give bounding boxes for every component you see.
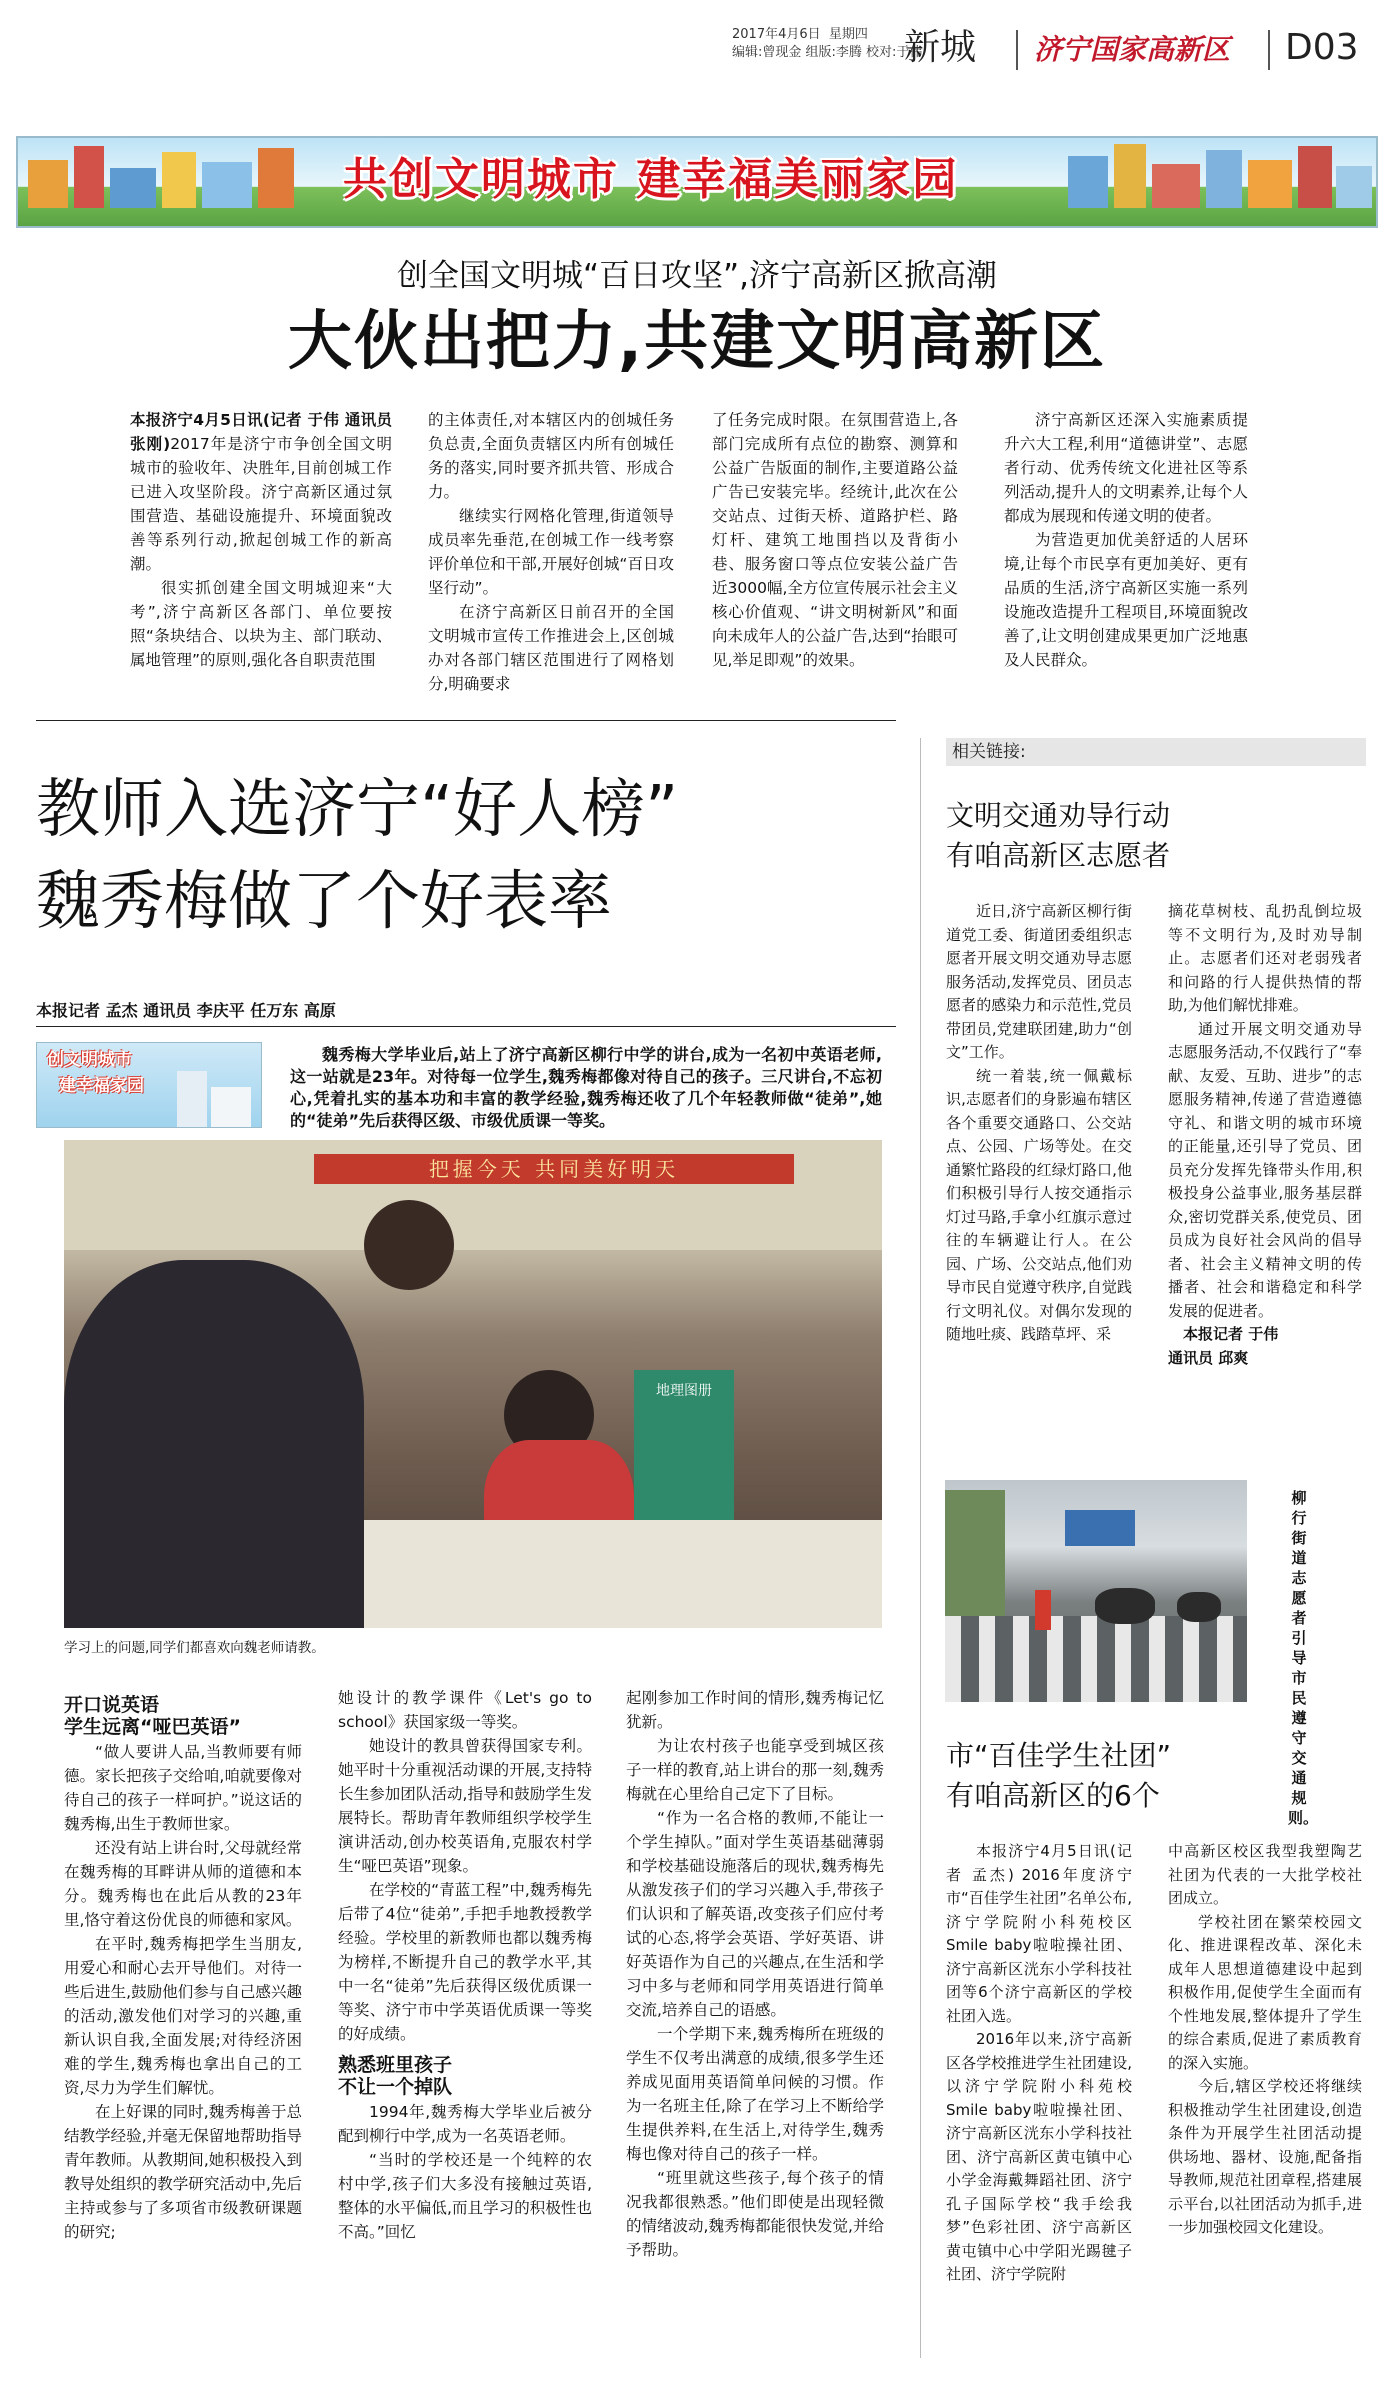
article-text: 了任务完成时限。在氛围营造上,各部门完成所有点位的勘察、测算和公益广告版面的制作,主要道路公益广告已安装完毕。经统计,此次在公交站点、过街天桥、道路护栏、路灯杆、建筑工地围挡以及背街小巷、服务窗口等点位安装公益广告近3000幅,全方位宣传展示社会主义核心价值观、“讲文明树新风”和面向未成年人的公益广告,达到“抬眼可见,举足即观”的效果。 — [712, 411, 958, 669]
photo-caption: 学习上的问题,同学们都喜欢向魏老师请教。 — [64, 1640, 325, 1656]
top-story-kicker: 创全国文明城“百日攻坚”,济宁高新区掀高潮 — [397, 258, 997, 294]
teacher-col-1 — [64, 1686, 302, 2244]
article-text: 一个学期下来,魏秀梅所在班级的学生不仅考出满意的成绩,很多学生还养成见面用英语简单问候的习惯。作为一名班主任,除了在学习上不断给学生提供养料,在生活上,对待学生,魏秀梅也像对待自己的孩子一样。 — [626, 2025, 884, 2163]
building-graphic — [1114, 144, 1146, 208]
traffic-photo — [945, 1480, 1247, 1702]
teacher-story-headline — [36, 764, 678, 948]
building-graphic — [1152, 164, 1200, 208]
teacher-story-byline: 本报记者 孟杰 通讯员 李庆平 任万东 高原 — [36, 1001, 336, 1020]
column-separator — [920, 738, 921, 2358]
teacher-head — [364, 1200, 454, 1290]
header-weekday: 星期四 — [828, 27, 868, 42]
byline: 通讯员 邱爽 — [1168, 1348, 1249, 1367]
society-col-2 — [1168, 1840, 1362, 2240]
article-text: 2017年是济宁市争创全国文明城市的验收年、决胜年,目前创城工作已进入攻坚阶段。济宁高新区通过氛围营造、基础设施提升、环境面貌改善等系列行动,掀起创城工作的新高潮。 — [130, 435, 392, 573]
article-lead: 魏秀梅大学毕业后,站上了济宁高新区柳行中学的讲台,成为一名初中英语老师,这一站就是23年。对待每一位学生,魏秀梅都像对待自己的孩子。三尺讲台,不忘初心,凭着扎实的基本功和丰富的教学经验,魏秀梅还收了几个年轻教师做“徒弟”,她的“徒弟”先后获得区级、市级优质课一等奖。 — [290, 1045, 882, 1130]
top-story-col-1 — [130, 408, 392, 672]
header-divider — [1268, 30, 1270, 70]
traffic-photo-caption: 柳行街道志愿者引导市民遵守交通规则。 — [1288, 1489, 1319, 1827]
building-graphic — [177, 1071, 207, 1127]
article-text: 在济宁高新区日前召开的全国文明城市宣传工作推进会上,区创城办对各部门辖区范围进行了网格划分,明确要求 — [428, 603, 674, 693]
motorbike-graphic — [1177, 1592, 1221, 1622]
section-divider — [36, 1026, 896, 1027]
article-text: “做人要讲人品,当教师要有师德。家长把孩子交给咱,咱就要像对待自己的孩子一样呵护。”说这话的魏秀梅,出生于教师世家。 — [64, 1743, 302, 1833]
logo-line: 建幸福家园 — [59, 1076, 144, 1096]
header-date: 2017年4月6日 — [732, 27, 821, 42]
logo-line: 创文明城市 — [47, 1050, 132, 1070]
building-graphic — [110, 168, 156, 208]
header-editors: 编辑:曾现金 组版:李腾 校对:于伟 — [732, 45, 923, 60]
building-graphic — [211, 1087, 251, 1127]
byline: 本报记者 于伟 — [1183, 1325, 1279, 1343]
related-headline-1 — [946, 796, 1170, 876]
headline-line: 魏秀梅做了个好表率 — [36, 865, 612, 939]
society-col-1 — [946, 1840, 1132, 2287]
motorbike-graphic — [1095, 1588, 1155, 1624]
page-number: D03 — [1285, 27, 1359, 68]
related-links-label: 相关链接: — [946, 738, 1366, 766]
article-text: 为营造更加优美舒适的人居环境,让每个市民享有更加美好、更有品质的生活,济宁高新区实施一系列设施改造提升工程项目,环境面貌改善了,让文明创建成果更加广泛地惠及人民群众。 — [1004, 531, 1248, 669]
related-col-2 — [1168, 900, 1362, 1370]
top-story-col-3 — [712, 408, 958, 672]
subhead: 学生远离“哑巴英语” — [64, 1716, 241, 1738]
article-text: 的主体责任,对本辖区内的创城任务负总责,全面负责辖区内所有创城任务的落实,同时要齐抓共管、形成合力。 — [428, 411, 674, 501]
headline-line: 有咱高新区的6个 — [946, 1779, 1160, 1812]
article-text: 2016年以来,济宁高新区各学校推进学生社团建设,以济宁学院附小科苑校Smile baby啦啦操社团、济宁高新区洸东小学科技社团、济宁高新区黄屯镇中心小学金海戴舞蹈社团、济宁孔子国际学校“我手绘我梦”色彩社团、济宁高新区黄屯镇中心中学阳光踢毽子社团、济宁学院附 — [946, 2030, 1132, 2283]
article-text: 在上好课的同时,魏秀梅善于总结教学经验,并毫无保留地帮助指导青年教师。从教期间,她积极投入到教导处组织的教学研究活动中,先后主持或参与了多项省市级教研课题的研究; — [64, 2103, 302, 2241]
article-text: “当时的学校还是一个纯粹的农村中学,孩子们大多没有接触过英语,整体的水平偏低,而且学习的积极性也不高。”回忆 — [338, 2151, 592, 2241]
brand-logo: 济宁国家高新区 — [1034, 33, 1231, 66]
article-text: 在平时,魏秀梅把学生当朋友,用爱心和耐心去开导他们。对待一些后进生,鼓励他们参与自己感兴趣的活动,激发他们对学习的兴趣,重新认识自我,全面发展;对待经济困难的学生,魏秀梅也拿出自己的工资,尽力为学生们解忧。 — [64, 1935, 302, 2097]
teacher-story-lead — [290, 1044, 882, 1132]
article-text: 本报济宁4月5日讯(记者 孟杰) 2016年度济宁市“百佳学生社团”名单公布,济宁学院附小科苑校区Smile baby啦啦操社团、济宁高新区洸东小学科技社团等6个济宁高新区的学校社团入选。 — [946, 1842, 1132, 2025]
teacher-col-2 — [338, 1686, 592, 2244]
article-text: 摘花草树枝、乱扔乱倒垃圾等不文明行为,及时劝导制止。志愿者们还对老弱残者和问路的行人提供热情的帮助,为他们解忧排难。 — [1168, 902, 1362, 1014]
campaign-banner — [16, 136, 1378, 228]
article-text: 起刚参加工作时间的情形,魏秀梅记忆犹新。 — [626, 1689, 884, 1731]
article-text: 1994年,魏秀梅大学毕业后被分配到柳行中学,成为一名英语老师。 — [338, 2103, 592, 2145]
section-divider — [36, 720, 896, 721]
volunteer-figure — [1035, 1590, 1051, 1630]
crosswalk — [945, 1616, 1247, 1702]
article-text: 她设计的教具曾获得国家专利。她平时十分重视活动课的开展,支持特长生参加团队活动,指导和鼓励学生发展特长。帮助青年教师组织学校学生演讲活动,创办校英语角,克服农村学生“哑巴英语”现象。 — [338, 1737, 592, 1875]
top-story-col-2 — [428, 408, 674, 696]
article-text: 济宁高新区还深入实施素质提升六大工程,利用“道德讲堂”、志愿者行动、优秀传统文化进社区等系列活动,提升人的文明素养,让每个人都成为展现和传递文明的使者。 — [1004, 411, 1248, 525]
top-story-dateline: 本报济宁4月5日讯(记者 于伟 通讯员 张刚) — [130, 411, 392, 453]
headline-line: 文明交通劝导行动 — [946, 799, 1171, 832]
top-story-col-4 — [1004, 408, 1248, 672]
classroom-photo — [64, 1140, 882, 1628]
section-title: 新城 — [904, 27, 977, 68]
article-text: 还没有站上讲台时,父母就经常在魏秀梅的耳畔讲从师的道德和本分。魏秀梅也在此后从教的23年里,恪守着这份优良的师德和家风。 — [64, 1839, 302, 1929]
desk-papers — [364, 1520, 882, 1628]
teacher-col-3 — [626, 1686, 884, 2262]
article-text: 很实抓创建全国文明城迎来“大考”,济宁高新区各部门、单位要按照“条块结合、以块为主、部门联动、属地管理”的原则,强化各自职责范围 — [130, 579, 392, 669]
subhead: 熟悉班里孩子 — [338, 2054, 453, 2076]
article-text: 统一着装,统一佩戴标识,志愿者们的身影遍布辖区各个重要交通路口、公交站点、公园、广场等处。在交通繁忙路段的红绿灯路口,他们积极引导行人按交通指示灯过马路,手拿小红旗示意过往的车辆避让行人。在公园、广场、公交站点,他们劝导市民自觉遵守秩序,自觉践行文明礼仪。对偶尔发现的随地吐痰、践踏草坪、采 — [946, 1066, 1132, 1343]
article-text: 学校社团在繁荣校园文化、推进课程改革、深化未成年人思想道德建设中起到积极作用,促使学生全面而有个性地发展,整体提升了学生的综合素质,促进了素质教育的深入实施。 — [1168, 1912, 1362, 2072]
top-story-headline: 大伙出把力,共建文明高新区 — [287, 305, 1107, 379]
subhead: 不让一个掉队 — [338, 2076, 453, 2098]
building-graphic — [1248, 160, 1292, 208]
related-headline-2 — [946, 1736, 1171, 1816]
headline-line: 教师入选济宁“好人榜” — [36, 773, 679, 847]
article-text: 近日,济宁高新区柳行街道党工委、街道团委组织志愿者开展文明交通劝导志愿服务活动,发挥党员、团员志愿者的感染力和示范性,党员带团员,党建联团建,助力“创文”工作。 — [946, 902, 1132, 1061]
building-graphic — [1336, 166, 1372, 208]
article-text: 中高新区校区我型我塑陶艺社团为代表的一大批学校社团成立。 — [1168, 1842, 1362, 1907]
article-text: 继续实行网格化管理,街道领导成员率先垂范,在创城工作一线考察评价单位和干部,开展好创城“百日攻坚行动”。 — [428, 507, 674, 597]
textbook: 地理图册 — [634, 1370, 734, 1560]
tree-graphic — [945, 1490, 1005, 1630]
building-graphic — [1206, 150, 1242, 208]
building-graphic — [28, 160, 68, 208]
related-col-1 — [946, 900, 1132, 1347]
building-graphic — [162, 152, 196, 208]
street-sign — [1065, 1510, 1135, 1546]
building-graphic — [202, 162, 252, 208]
header-divider — [1016, 30, 1018, 70]
teacher-figure — [64, 1260, 364, 1628]
headline-line: 有咱高新区志愿者 — [946, 839, 1171, 872]
article-text: “班里就这些孩子,每个孩子的情况我都很熟悉。”他们即使是出现轻微的情绪波动,魏秀梅都能很快发觉,并给予帮助。 — [626, 2169, 884, 2259]
headline-line: 市“百佳学生社团” — [946, 1739, 1172, 1772]
article-text: 在学校的“青蓝工程”中,魏秀梅先后带了4位“徒弟”,手把手地教授教学经验。学校里的新教师也都以魏秀梅为榜样,不断提升自己的教学水平,其中一名“徒弟”先后获得区级优质课一等奖、济宁市中学英语优质课一等奖的好成绩。 — [338, 1881, 592, 2043]
header-meta — [732, 26, 922, 62]
building-graphic — [1068, 156, 1108, 208]
article-text: “作为一名合格的教师,不能让一个学生掉队。”面对学生英语基础薄弱和学校基础设施落后的现状,魏秀梅先从激发孩子们的学习兴趣入手,带孩子们认识和了解英语,改变孩子们应付考试的心态,将学会英语、学好英语、讲好英语作为自己的兴趣点,在生活和学习中多与老师和同学用英语进行简单交流,培养自己的语感。 — [626, 1809, 884, 2019]
building-graphic — [74, 146, 104, 208]
subhead: 开口说英语 — [64, 1694, 160, 1716]
campaign-logo — [36, 1042, 262, 1128]
banner-slogan: 共创文明城市 建幸福美丽家园 — [343, 154, 959, 205]
article-text: 她设计的教学课件《Let's go to school》获国家级一等奖。 — [338, 1689, 592, 1731]
building-graphic — [1298, 146, 1332, 208]
article-text: 为让农村孩子也能享受到城区孩子一样的教育,站上讲台的那一刻,魏秀梅就在心里给自己定下了目标。 — [626, 1737, 884, 1803]
classroom-banner: 把握今天 共同美好明天 — [314, 1154, 794, 1184]
building-graphic — [258, 148, 294, 208]
article-text: 今后,辖区学校还将继续积极推动学生社团建设,创造条件为开展学生社团活动提供场地、器材、设施,配备指导教师,规范社团章程,搭建展示平台,以社团活动为抓手,进一步加强校园文化建设。 — [1168, 2077, 1362, 2236]
article-text: 通过开展文明交通劝导志愿服务活动,不仅践行了“奉献、友爱、互助、进步”的志愿服务精神,传递了营造遵德守礼、和谐文明的城市环境的正能量,还引导了党员、团员充分发挥先锋带头作用,积极投身公益事业,服务基层群众,密切党群关系,使党员、团员成为良好社会风尚的倡导者、社会主义精神文明的传播者、社会和谐稳定和科学发展的促进者。 — [1168, 1019, 1362, 1320]
